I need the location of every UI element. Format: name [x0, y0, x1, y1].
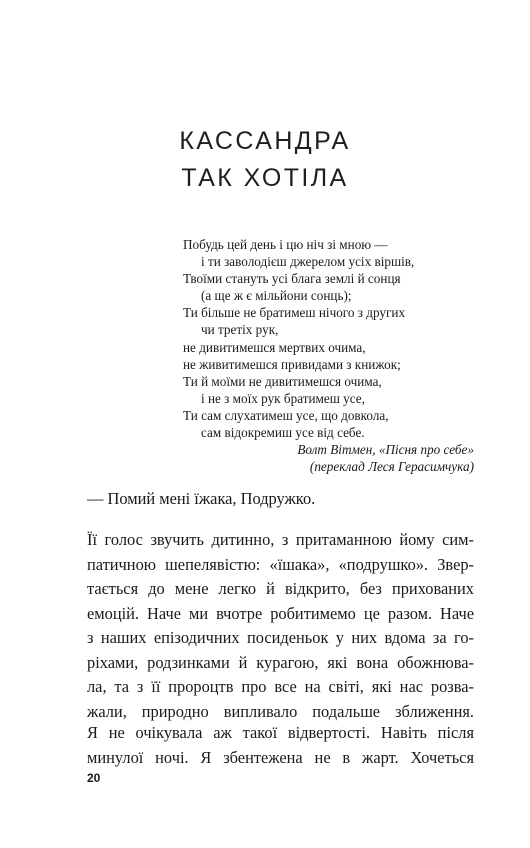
epigraph-line: чи третіх рук, — [201, 322, 279, 338]
epigraph-line: сам відокремиш усе від себе. — [201, 425, 365, 441]
text-line: емоцій. Наче ми вчотре робитимемо це разом. Наче — [87, 603, 474, 623]
text-line: Я не очікувала аж такої відвертості. Навіть після — [87, 723, 474, 742]
chapter-title-line-1: КАССАНДРА — [179, 127, 351, 155]
text-line: жали, природно випливало подальше зближення. — [87, 701, 474, 721]
epigraph-line: не живитимешся привидами з книжок; — [183, 356, 401, 372]
epigraph-attribution: Волт Вітмен, «Пісня про себе» — [297, 442, 474, 458]
paragraph-2 — [87, 528, 474, 724]
text-line: ла, та з її пророцтв про все на світі, які нас розва- — [87, 677, 474, 696]
chapter-title-line-2: ТАК ХОТІЛА — [181, 164, 349, 192]
epigraph-line: Ти й моїми не дивитимешся очима, — [183, 373, 382, 389]
epigraph-line: (а ще ж є мільйони сонць); — [201, 288, 352, 304]
text-line: з наших епізодичних посиденьок у них вдома за го- — [87, 628, 474, 647]
dialogue-line: — Помий мені їжака, Подружко. — [87, 489, 316, 508]
epigraph — [183, 236, 483, 475]
epigraph-line: не дивитимешся мертвих очима, — [183, 339, 366, 355]
epigraph-line: і ти заволодієш джерелом усіх віршів, — [201, 254, 415, 270]
epigraph-line: Побудь цей день і цю ніч зі мною — — [183, 237, 388, 252]
epigraph-lines — [183, 236, 483, 441]
text-line: тається до мене легко й відкрито, без прихованих — [87, 579, 474, 598]
epigraph-line: і не з моїх рук братимеш усе, — [201, 390, 365, 406]
epigraph-translation-credit: (переклад Леся Герасимчука) — [309, 459, 474, 475]
epigraph-line: Ти сам слухатимеш усе, що довкола, — [183, 407, 389, 423]
epigraph-line: Ти більше не братимеш нічого з других — [183, 305, 406, 321]
text-line: патичною шепелявістю: «їшака», «подрушко». Звер- — [87, 554, 474, 574]
paragraph-3 — [87, 721, 474, 770]
text-line: минулої ночі. Я збентежена не в жарт. Хочеться — [87, 747, 474, 767]
page-number: 20 — [87, 771, 101, 785]
paragraph-dialogue — [87, 487, 474, 512]
text-line: ріхами, родзинками й курагою, які вона обожнюва- — [87, 652, 474, 672]
text-line: Її голос звучить дитинно, з притаманною йому сим- — [87, 530, 474, 549]
epigraph-line: Твоїми стануть усі блага землі й сонця — [183, 271, 401, 287]
